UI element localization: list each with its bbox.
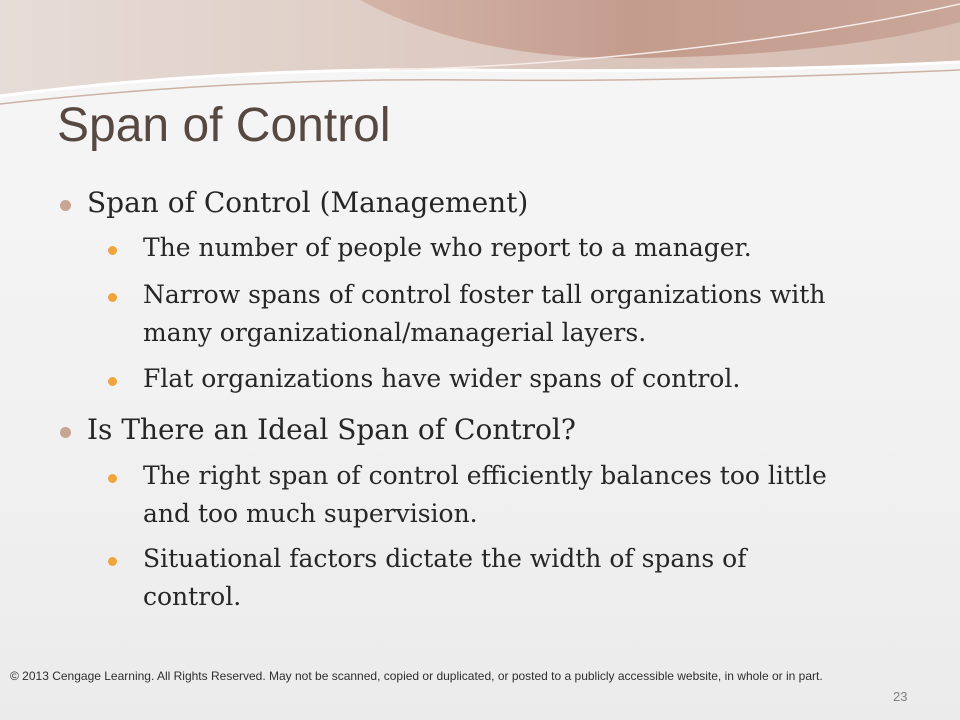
bullet-text: Span of Control (Management)	[87, 186, 529, 219]
sub-bullet-line: Situational factors dictate the width of spans of	[143, 544, 747, 573]
sub-bullet-text	[143, 229, 752, 267]
copyright-notice: © 2013 Cengage Learning. All Rights Reserved. May not be scanned, copied or duplicated, or posted to a publicly accessible website, in whole or in part.	[10, 669, 823, 683]
bullet-point	[60, 185, 528, 221]
sub-bullet-line: many organizational/managerial layers.	[143, 318, 647, 347]
sub-bullet-line: control.	[143, 582, 242, 611]
sub-bullet-line: and too much supervision.	[143, 499, 478, 528]
sub-bullet-text	[143, 540, 747, 616]
sub-bullet-point	[108, 360, 740, 398]
bullet-icon	[60, 200, 71, 211]
sub-bullet-point	[108, 229, 752, 267]
bullet-point	[60, 412, 576, 448]
sub-bullet-text	[143, 457, 827, 533]
sub-bullet-text	[143, 276, 825, 352]
sub-bullet-line: Narrow spans of control foster tall organizations with	[143, 280, 826, 309]
sub-bullet-point	[108, 457, 827, 533]
page-number: 23	[893, 689, 908, 704]
sub-bullet-line: The number of people who report to a manager.	[143, 233, 752, 262]
slide-title: Span of Control	[57, 99, 391, 152]
sub-bullet-point	[108, 276, 825, 352]
sub-bullet-line: Flat organizations have wider spans of control.	[143, 364, 741, 393]
bullet-text: Is There an Ideal Span of Control?	[87, 413, 576, 446]
sub-bullet-icon	[108, 246, 117, 255]
bullet-icon	[60, 427, 71, 438]
sub-bullet-icon	[108, 377, 117, 386]
sub-bullet-text	[143, 360, 740, 398]
sub-bullet-icon	[108, 474, 117, 483]
sub-bullet-icon	[108, 293, 117, 302]
sub-bullet-point	[108, 540, 747, 616]
sub-bullet-line: The right span of control efficiently balances too little	[143, 461, 827, 490]
sub-bullet-icon	[108, 557, 117, 566]
